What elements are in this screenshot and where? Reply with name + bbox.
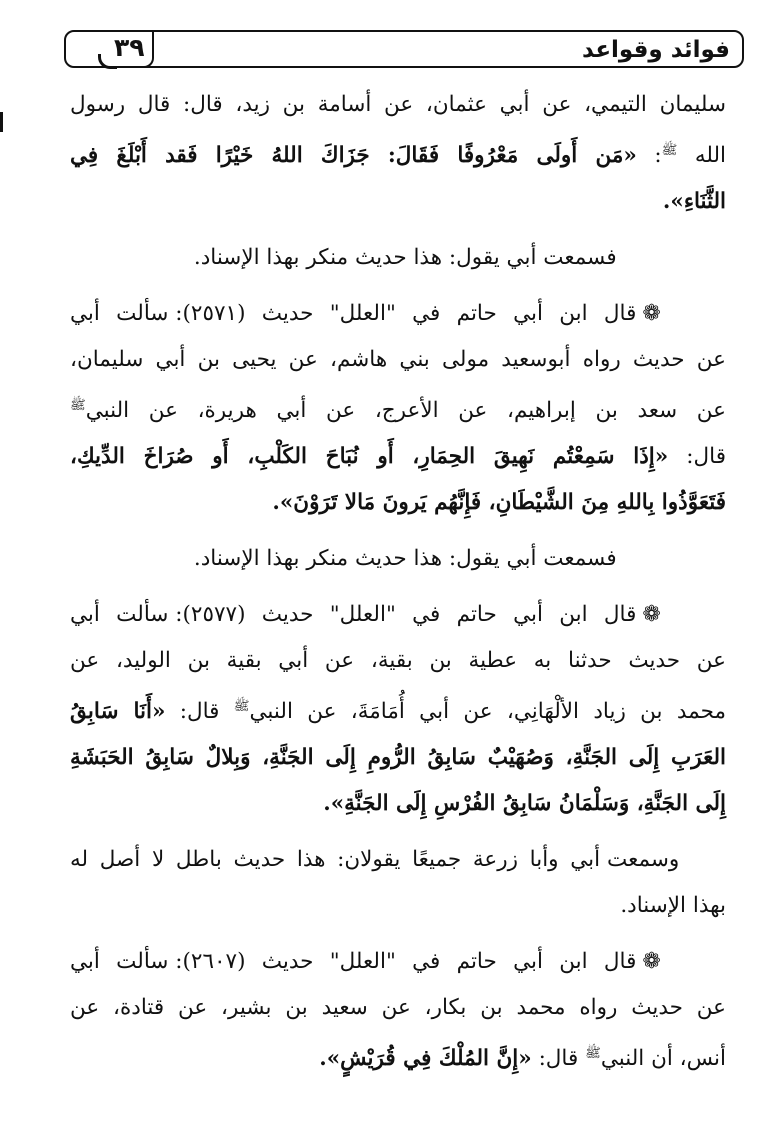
paragraph-hadith-2607 xyxy=(70,939,726,1082)
hadith-quote: «إِنَّ المُلْكَ فِي قُرَيْشٍ». xyxy=(319,1046,532,1072)
text-line: عن حديث رواه محمد بن بكار، عن سعيد بن بشير، عن قتادة، عن xyxy=(70,995,726,1021)
rosette-icon: ❁ xyxy=(642,949,661,975)
paragraph-hadith-2571 xyxy=(70,291,726,526)
rosette-icon: ❁ xyxy=(642,301,661,327)
text-line: قال: «إِذَا سَمِعْتُم نَهِيقَ الحِمَارِ، أَو نُبَاحَ الكَلْبِ، أَو صُرَاخَ الدِّيكِ، xyxy=(70,444,726,470)
hadith-quote: العَرَبِ إِلَى الجَنَّةِ، وَصُهَيْبٌ سَابِقُ الرُّومِ إِلَى الجَنَّةِ، وَبِلالٌ سَابِقُ الحَبَشَةِ xyxy=(70,745,726,771)
text-line xyxy=(70,735,726,781)
rosette-icon: ❁ xyxy=(642,602,661,628)
page-edge-mark xyxy=(0,112,3,132)
hadith-quote: فَتَعَوَّذُوا بِاللهِ مِنَ الشَّيْطَانِ، فَإِنَّهُم يَرونَ مَالا تَرَوْنَ». xyxy=(272,490,726,516)
paragraph-verdict-1 xyxy=(70,235,726,281)
page-body xyxy=(70,82,726,1093)
text-line: الله $^ﷺ$: «مَن أَولَى مَعْرُوفًا فَقَالَ: جَزَاكَ اللهُ خَيْرًا فَقد أَبْلَغَ فِي xyxy=(70,143,726,169)
hadith-quote: «مَن أَولَى مَعْرُوفًا فَقَالَ: جَزَاكَ اللهُ خَيْرًا فَقد أَبْلَغَ فِي xyxy=(70,143,637,169)
paragraph-verdict-3 xyxy=(70,837,726,929)
text-line xyxy=(70,480,726,526)
salutation-icon: ﷺ xyxy=(585,1046,601,1062)
text-line: فسمعت أبي يقول: هذا حديث منكر بهذا الإسناد. xyxy=(193,245,617,271)
salutation-icon: ﷺ xyxy=(70,398,86,414)
text-line: سليمان التيمي، عن أبي عثمان، عن أسامة بن زيد، قال: قال رسول xyxy=(70,92,726,117)
header-title: فوائد وقواعد xyxy=(582,37,730,63)
hadith-quote: «أَنَا سَابِقُ xyxy=(70,699,166,725)
page-corner-ornament xyxy=(98,54,117,69)
text-line: ❁قال ابن أبي حاتم في "العلل" حديث (٢٥٧١): سألت أبي xyxy=(70,291,726,337)
hadith-quote: الثَّنَاءِ». xyxy=(662,189,726,215)
salutation-icon: ﷺ xyxy=(233,699,250,715)
hadith-quote: إِلَى الجَنَّةِ، وَسَلْمَانُ سَابِقُ الفُرْسِ إِلَى الجَنَّةِ». xyxy=(323,791,726,817)
text-line xyxy=(70,781,726,827)
text-line: عن حديث رواه أبوسعيد مولى بني هاشم، عن يحيى بن أبي سليمان، xyxy=(70,347,726,373)
paragraph-hadith-1 xyxy=(70,82,726,225)
text-line: بهذا الإسناد. xyxy=(620,893,726,919)
text-line: محمد بن زياد الألْهَانِي، عن أبي أُمَامَةَ، عن النبي$^ﷺ$ قال: «أَنَا سَابِقُ xyxy=(70,699,726,725)
page-number: ٣٩ xyxy=(114,33,145,62)
text-line: أنس، أن النبي$^ﷺ$ قال: «إِنَّ المُلْكَ فِي قُرَيْشٍ». xyxy=(319,1046,726,1072)
salutation-icon: ﷺ xyxy=(661,143,678,158)
paragraph-hadith-2577 xyxy=(70,592,726,827)
running-header xyxy=(64,30,744,68)
text-line: عن حديث حدثنا به عطية بن بقية، عن أبي بقية بن الوليد، عن xyxy=(70,648,726,674)
page-number-box xyxy=(76,30,154,68)
text-line: ❁قال ابن أبي حاتم في "العلل" حديث (٢٦٠٧): سألت أبي xyxy=(70,939,726,985)
text-line: فسمعت أبي يقول: هذا حديث منكر بهذا الإسناد. xyxy=(193,546,617,572)
paragraph-verdict-2 xyxy=(70,536,726,582)
text-line xyxy=(70,179,726,225)
text-line: وسمعت أبي وأبا زرعة جميعًا يقولان: هذا حديث باطل لا أصل له xyxy=(70,847,680,873)
text-line: ❁قال ابن أبي حاتم في "العلل" حديث (٢٥٧٧): سألت أبي xyxy=(70,592,726,638)
text-line: عن سعد بن إبراهيم، عن الأعرج، عن أبي هريرة، عن النبي$^ﷺ$ xyxy=(70,398,726,424)
hadith-quote: «إِذَا سَمِعْتُم نَهِيقَ الحِمَارِ، أَو نُبَاحَ الكَلْبِ، أَو صُرَاخَ الدِّيكِ، xyxy=(70,444,669,470)
